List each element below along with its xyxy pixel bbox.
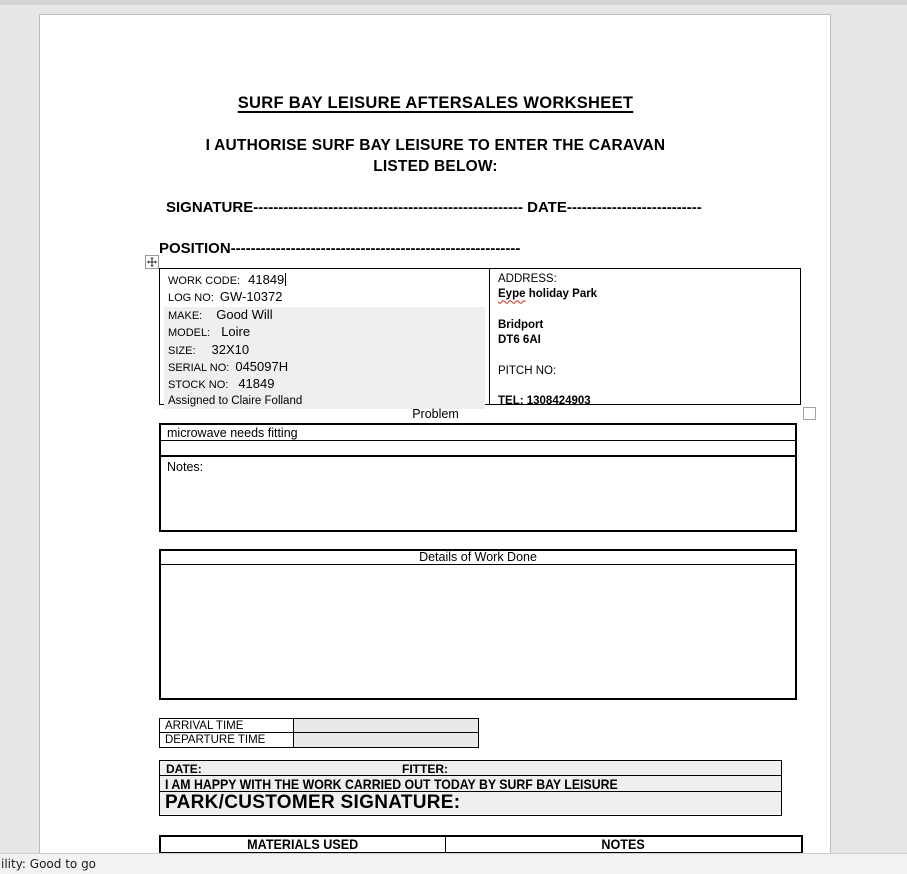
table-move-handle-icon[interactable] xyxy=(145,255,159,269)
fitter-label[interactable]: FITTER: xyxy=(402,762,448,776)
problem-empty-row[interactable] xyxy=(161,441,795,457)
log-no-label: LOG NO: xyxy=(168,292,214,305)
serial-no-value[interactable]: 045097H xyxy=(235,359,289,375)
model-row[interactable] xyxy=(164,324,485,341)
assigned-to-line[interactable]: Assigned to Claire Folland xyxy=(168,394,303,407)
materials-header-row xyxy=(161,837,801,853)
misspelled-word[interactable]: Eype xyxy=(498,288,526,301)
departure-time-value-cell[interactable] xyxy=(294,733,478,747)
four-way-arrow-icon xyxy=(147,257,157,267)
address-postcode[interactable]: DT6 6AI xyxy=(498,334,541,347)
notes-column-label: NOTES xyxy=(601,836,646,852)
departure-row xyxy=(160,733,478,747)
blank-line[interactable] xyxy=(498,303,800,318)
notes-cell[interactable]: Notes: xyxy=(167,460,204,474)
status-bar xyxy=(0,853,907,874)
work-done-entry-area[interactable] xyxy=(161,565,795,700)
address-town[interactable]: Bridport xyxy=(498,318,544,331)
authorise-line-1[interactable]: I AUTHORISE SURF BAY LEISURE TO ENTER THE CARAVAN xyxy=(205,137,666,154)
happy-statement-row[interactable] xyxy=(160,776,781,792)
status-text: ility: Good to go xyxy=(1,857,97,871)
materials-used-header[interactable] xyxy=(161,837,446,852)
blank-line[interactable] xyxy=(498,379,800,394)
stock-no-label: STOCK NO: xyxy=(168,379,229,392)
arrival-time-label[interactable]: ARRIVAL TIME xyxy=(160,719,294,732)
window-top-strip xyxy=(0,0,907,5)
materials-used-label: MATERIALS USED xyxy=(247,836,359,852)
address-label: ADDRESS: xyxy=(498,273,557,285)
caravan-details-table xyxy=(159,268,801,408)
shaded-field-block[interactable] xyxy=(164,307,485,409)
work-code-value[interactable]: 41849 xyxy=(248,272,285,287)
work-code-row[interactable] xyxy=(164,272,485,289)
make-value[interactable]: Good Will xyxy=(216,306,273,322)
address-cell[interactable] xyxy=(490,269,800,408)
work-done-table xyxy=(159,549,797,700)
size-label: SIZE: xyxy=(168,344,196,357)
pitch-no-label[interactable]: PITCH NO: xyxy=(498,364,557,377)
make-label: MAKE: xyxy=(168,309,203,322)
authorise-statement[interactable] xyxy=(119,135,752,177)
serial-no-label: SERIAL NO: xyxy=(168,362,230,375)
signature-date-line[interactable]: SIGNATURE------------------------------------------------------ DATE--------------------------- xyxy=(166,199,702,216)
date-label[interactable]: DATE: xyxy=(166,762,202,776)
stock-no-row[interactable] xyxy=(164,376,485,393)
blank-line[interactable] xyxy=(498,348,800,363)
text-cursor xyxy=(285,273,286,286)
address-park-line[interactable] xyxy=(498,287,800,302)
work-code-label: WORK CODE: xyxy=(168,275,241,287)
problem-entry[interactable]: microwave needs fitting xyxy=(161,425,795,441)
arrival-row xyxy=(160,719,478,733)
sign-off-table xyxy=(159,760,782,816)
table-resize-handle[interactable] xyxy=(803,407,816,420)
size-value[interactable]: 32X10 xyxy=(211,341,250,357)
size-row[interactable] xyxy=(164,342,485,359)
log-no-row[interactable] xyxy=(164,289,485,306)
stock-no-value[interactable]: 41849 xyxy=(238,376,275,392)
problem-table xyxy=(159,423,797,532)
document-page[interactable] xyxy=(39,14,831,874)
model-label: MODEL: xyxy=(168,327,211,340)
date-fitter-row[interactable] xyxy=(160,761,781,776)
happy-statement: I AM HAPPY WITH THE WORK CARRIED OUT TODAY BY SURF BAY LEISURE xyxy=(165,776,618,792)
notes-header[interactable] xyxy=(446,837,801,852)
times-table xyxy=(159,718,479,748)
worksheet-title[interactable]: SURF BAY LEISURE AFTERSALES WORKSHEET xyxy=(237,94,634,112)
work-done-heading[interactable]: Details of Work Done xyxy=(161,551,795,565)
tel-line[interactable]: TEL: 1308424903 xyxy=(498,395,591,408)
serial-no-row[interactable] xyxy=(164,359,485,376)
arrival-time-value-cell[interactable] xyxy=(294,719,478,732)
make-row[interactable] xyxy=(164,307,485,324)
departure-time-label[interactable]: DEPARTURE TIME xyxy=(160,733,294,747)
customer-signature-row[interactable]: PARK/CUSTOMER SIGNATURE: xyxy=(160,792,781,814)
log-no-value[interactable]: GW-10372 xyxy=(219,289,283,305)
authorise-line-2[interactable]: LISTED BELOW: xyxy=(373,158,498,175)
problem-heading[interactable]: Problem xyxy=(412,407,459,421)
address-park-rest[interactable]: holiday Park xyxy=(525,288,598,301)
model-value[interactable]: Loire xyxy=(221,324,251,340)
position-line[interactable]: POSITION---------------------------------------------------------- xyxy=(159,240,521,257)
caravan-details-cell[interactable] xyxy=(160,269,490,407)
